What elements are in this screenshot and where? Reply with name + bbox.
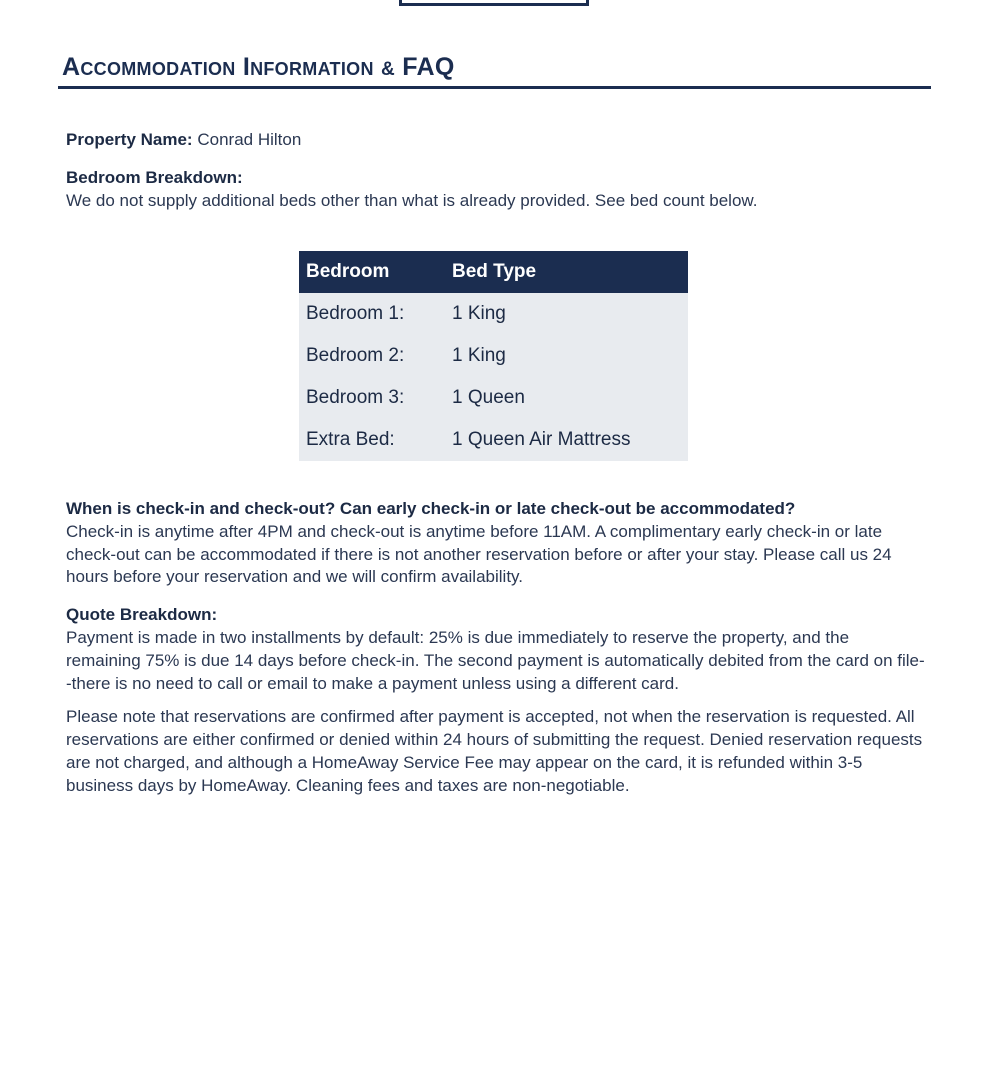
faq-section <box>66 498 928 798</box>
table-cell-bedroom: Extra Bed: <box>306 429 395 450</box>
column-header-bed-type: Bed Type <box>445 251 688 293</box>
table-header-row <box>299 251 688 293</box>
table-cell-bed-type: 1 King <box>452 303 506 324</box>
property-label: Property Name: <box>66 130 193 149</box>
page-title-main: Accommodation Information <box>62 53 374 81</box>
property-value: Conrad Hilton <box>197 130 302 149</box>
bed-count-table <box>299 251 688 461</box>
table-row <box>299 377 688 419</box>
top-frame-decoration <box>399 0 589 6</box>
bedroom-breakdown-text: We do not supply additional beds other than what is already provided. See bed count below. <box>66 190 758 210</box>
table-row <box>299 419 688 461</box>
quote-breakdown-label: Quote Breakdown: <box>66 605 218 625</box>
checkin-answer: Check-in is anytime after 4PM and check-out is anytime before 11AM. A complimentary early check-in or late check-out can be accommodated if there is not another reservation before or after your stay. Please call us 24 hours before your reservation and we will confirm availability. <box>66 521 892 587</box>
table-cell-bed-type: 1 Queen <box>452 387 525 408</box>
checkin-question: When is check-in and check-out? Can early check-in or late check-out be accommodated? <box>66 499 796 518</box>
quote-paragraph-1: Payment is made in two installments by default: 25% is due immediately to reserve the property, and the remaining 75% is due 14 days before check-in. The second payment is automatically debited from the card on file--there is no need to call or email to make a payment unless using a different card. <box>66 627 925 693</box>
bedroom-breakdown-label <box>66 167 928 190</box>
page-title-amp: & <box>381 59 396 80</box>
table-cell-bed-type: 1 King <box>452 345 506 366</box>
intro-section <box>66 129 928 212</box>
table-cell-bedroom: Bedroom 1: <box>306 303 405 324</box>
property-line <box>66 129 928 152</box>
table-cell-bedroom: Bedroom 2: <box>306 345 405 366</box>
table-row <box>299 335 688 377</box>
title-divider <box>58 86 931 89</box>
bedroom-breakdown-heading: Bedroom Breakdown: <box>66 167 243 187</box>
page-title <box>62 50 455 87</box>
quote-paragraph-2: Please note that reservations are confirmed after payment is accepted, not when the reservation is requested. All reservations are either confirmed or denied within 24 hours of submitting the request. Denied reservation requests are not charged, and although a HomeAway Service Fee may appear on the card, it is refunded within 3-5 business days by HomeAway. Cleaning fees and taxes are non-negotiable. <box>66 707 923 795</box>
table-cell-bed-type: 1 Queen Air Mattress <box>452 429 631 450</box>
page-title-end: FAQ <box>402 53 455 81</box>
table-row <box>299 293 688 335</box>
column-header-bedroom: Bedroom <box>299 251 445 293</box>
table-cell-bedroom: Bedroom 3: <box>306 387 405 408</box>
